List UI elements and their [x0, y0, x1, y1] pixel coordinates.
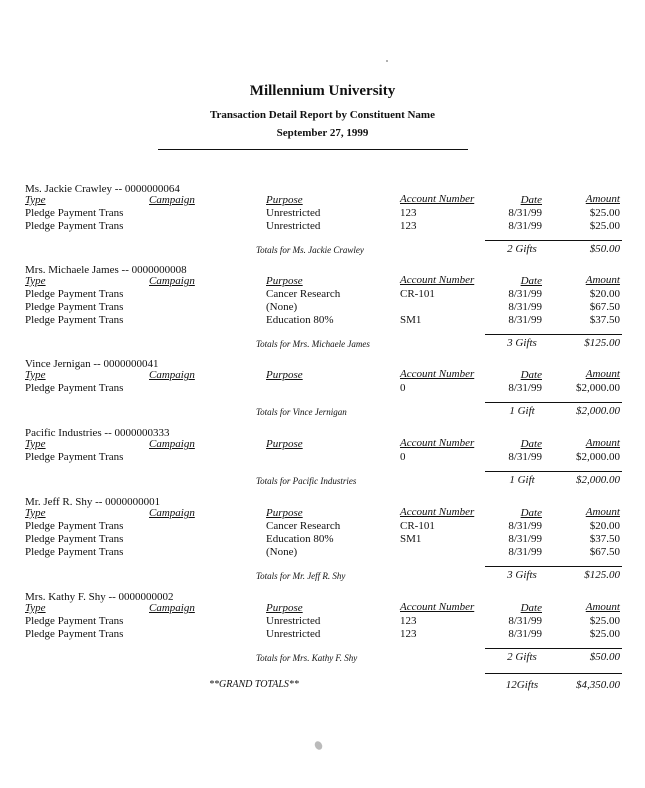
col-header-campaign: Campaign: [149, 438, 195, 450]
totals-label: Totals for Mrs. Michaele James: [256, 339, 370, 349]
row-date: 8/31/99: [508, 628, 542, 640]
totals-amount: $2,000.00: [576, 474, 620, 486]
row-type: Pledge Payment Trans: [25, 314, 124, 326]
row-account: SM1: [400, 314, 422, 326]
row-amount: $2,000.00: [576, 451, 620, 463]
row-type: Pledge Payment Trans: [25, 520, 124, 532]
col-header-amount: Amount: [585, 506, 620, 518]
constituent-name: Vince Jernigan -- 0000000041: [25, 358, 159, 370]
totals-gifts: 3 Gifts: [507, 337, 537, 349]
col-header-purpose: Purpose: [266, 194, 303, 206]
row-date: 8/31/99: [508, 207, 542, 219]
row-purpose: (None): [266, 301, 298, 313]
subtotal-rule: [485, 471, 622, 472]
totals-amount: $125.00: [584, 337, 620, 349]
row-purpose: Education 80%: [266, 533, 334, 545]
totals-gifts: 3 Gifts: [507, 569, 537, 581]
report-title: Millennium University: [249, 83, 396, 99]
row-date: 8/31/99: [508, 546, 542, 558]
row-amount: $25.00: [589, 615, 620, 627]
row-purpose: Unrestricted: [266, 207, 321, 219]
row-purpose: Unrestricted: [266, 220, 321, 232]
row-date: 8/31/99: [508, 220, 542, 232]
row-type: Pledge Payment Trans: [25, 533, 124, 545]
grand-totals-label: **GRAND TOTALS**: [209, 679, 299, 690]
col-header-account: Account Number: [400, 601, 475, 613]
col-header-amount: Amount: [585, 368, 620, 380]
subtotal-rule: [485, 334, 622, 335]
row-type: Pledge Payment Trans: [25, 615, 124, 627]
totals-label: Totals for Vince Jernigan: [256, 407, 347, 417]
col-header-amount: Amount: [585, 437, 620, 449]
row-account: 123: [400, 628, 417, 640]
totals-label: Totals for Mrs. Kathy F. Shy: [256, 653, 358, 663]
scan-speck: [313, 740, 324, 751]
row-amount: $25.00: [589, 220, 620, 232]
constituent-name: Ms. Jackie Crawley -- 0000000064: [25, 183, 180, 195]
col-header-type: Type: [25, 438, 46, 450]
row-account: 123: [400, 220, 417, 232]
row-type: Pledge Payment Trans: [25, 451, 124, 463]
row-amount: $25.00: [589, 628, 620, 640]
row-type: Pledge Payment Trans: [25, 301, 124, 313]
col-header-purpose: Purpose: [266, 602, 303, 614]
col-header-account: Account Number: [400, 506, 475, 518]
col-header-amount: Amount: [585, 193, 620, 205]
constituent-name: Mrs. Michaele James -- 0000000008: [25, 264, 187, 276]
constituent-name: Mrs. Kathy F. Shy -- 0000000002: [25, 591, 174, 603]
row-amount: $67.50: [589, 546, 620, 558]
row-type: Pledge Payment Trans: [25, 207, 124, 219]
col-header-date: Date: [520, 369, 542, 381]
row-account: SM1: [400, 533, 422, 545]
row-amount: $20.00: [589, 288, 620, 300]
row-date: 8/31/99: [508, 615, 542, 627]
col-header-amount: Amount: [585, 601, 620, 613]
col-header-date: Date: [520, 194, 542, 206]
report-subtitle: Transaction Detail Report by Constituent Name: [210, 109, 435, 121]
col-header-purpose: Purpose: [266, 369, 303, 381]
col-header-date: Date: [520, 438, 542, 450]
subtotal-rule: [485, 566, 622, 567]
col-header-purpose: Purpose: [266, 507, 303, 519]
totals-amount: $2,000.00: [576, 405, 620, 417]
col-header-date: Date: [520, 602, 542, 614]
subtotal-rule: [485, 402, 622, 403]
col-header-date: Date: [520, 275, 542, 287]
row-date: 8/31/99: [508, 382, 542, 394]
col-header-account: Account Number: [400, 274, 475, 286]
subtotal-rule: [485, 648, 622, 649]
row-amount: $37.50: [589, 314, 620, 326]
constituent-name: Pacific Industries -- 0000000333: [25, 427, 170, 439]
col-header-account: Account Number: [400, 368, 475, 380]
row-purpose: Education 80%: [266, 314, 334, 326]
totals-label: Totals for Mr. Jeff R. Shy: [256, 571, 346, 581]
row-type: Pledge Payment Trans: [25, 382, 124, 394]
row-amount: $67.50: [589, 301, 620, 313]
col-header-type: Type: [25, 194, 46, 206]
col-header-campaign: Campaign: [149, 275, 195, 287]
totals-gifts: 2 Gifts: [507, 651, 537, 663]
row-purpose: Cancer Research: [266, 288, 341, 300]
totals-gifts: 1 Gift: [509, 474, 535, 486]
row-type: Pledge Payment Trans: [25, 628, 124, 640]
row-account: CR-101: [400, 288, 435, 300]
col-header-purpose: Purpose: [266, 438, 303, 450]
row-account: 123: [400, 207, 417, 219]
subtotal-rule: [485, 240, 622, 241]
totals-gifts: 1 Gift: [509, 405, 535, 417]
col-header-type: Type: [25, 275, 46, 287]
col-header-campaign: Campaign: [149, 507, 195, 519]
grand-total-rule: [485, 673, 622, 674]
constituent-name: Mr. Jeff R. Shy -- 0000000001: [25, 496, 161, 508]
totals-label: Totals for Ms. Jackie Crawley: [256, 245, 364, 255]
row-purpose: (None): [266, 546, 298, 558]
row-account: 0: [400, 382, 406, 394]
row-amount: $37.50: [589, 533, 620, 545]
row-type: Pledge Payment Trans: [25, 546, 124, 558]
row-date: 8/31/99: [508, 288, 542, 300]
col-header-type: Type: [25, 602, 46, 614]
row-purpose: Unrestricted: [266, 628, 321, 640]
col-header-type: Type: [25, 507, 46, 519]
row-date: 8/31/99: [508, 301, 542, 313]
grand-totals-amount: $4,350.00: [576, 679, 620, 691]
row-date: 8/31/99: [508, 314, 542, 326]
totals-amount: $50.00: [589, 243, 620, 255]
row-date: 8/31/99: [508, 451, 542, 463]
grand-totals-gifts: 12Gifts: [505, 679, 539, 691]
row-purpose: Unrestricted: [266, 615, 321, 627]
totals-gifts: 2 Gifts: [507, 243, 537, 255]
col-header-campaign: Campaign: [149, 602, 195, 614]
totals-amount: $50.00: [589, 651, 620, 663]
col-header-amount: Amount: [585, 274, 620, 286]
row-amount: $2,000.00: [576, 382, 620, 394]
report-date: September 27, 1999: [276, 127, 369, 139]
row-purpose: Cancer Research: [266, 520, 341, 532]
col-header-purpose: Purpose: [266, 275, 303, 287]
col-header-account: Account Number: [400, 193, 475, 205]
row-amount: $20.00: [589, 520, 620, 532]
col-header-date: Date: [520, 507, 542, 519]
row-account: CR-101: [400, 520, 435, 532]
col-header-campaign: Campaign: [149, 369, 195, 381]
row-type: Pledge Payment Trans: [25, 220, 124, 232]
row-date: 8/31/99: [508, 520, 542, 532]
row-amount: $25.00: [589, 207, 620, 219]
scan-dot: [386, 60, 388, 62]
row-date: 8/31/99: [508, 533, 542, 545]
row-account: 123: [400, 615, 417, 627]
totals-amount: $125.00: [584, 569, 620, 581]
row-account: 0: [400, 451, 406, 463]
header-divider: [158, 149, 468, 150]
totals-label: Totals for Pacific Industries: [256, 476, 357, 486]
col-header-account: Account Number: [400, 437, 475, 449]
col-header-type: Type: [25, 369, 46, 381]
col-header-campaign: Campaign: [149, 194, 195, 206]
row-type: Pledge Payment Trans: [25, 288, 124, 300]
